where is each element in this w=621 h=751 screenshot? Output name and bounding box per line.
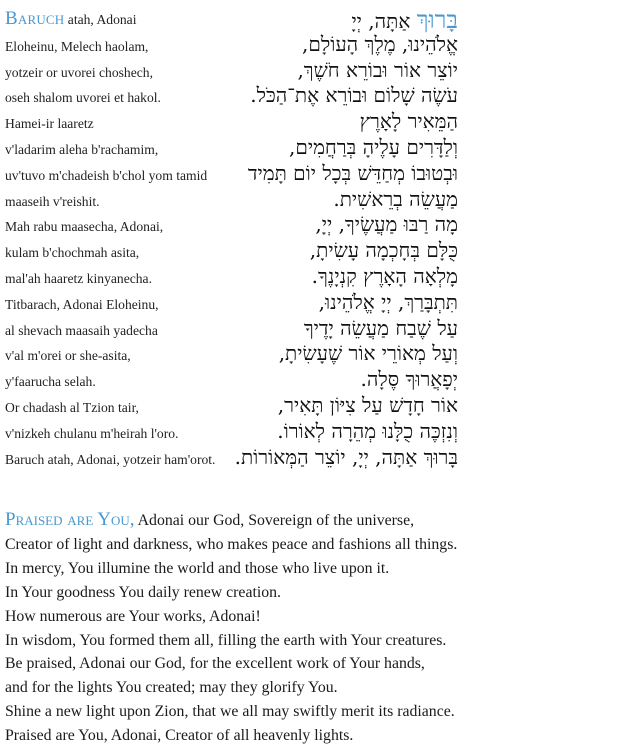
hebrew-line: מָה רַבּוּ מַעֲשֶׂיךָ, יְיָ, bbox=[315, 212, 458, 237]
prayer-line bbox=[0, 289, 621, 315]
prayer-line bbox=[0, 186, 621, 212]
prayer-line bbox=[0, 31, 621, 57]
hebrew-line: אֱלֹהֵינוּ, מֶלֶךְ הָעוֹלָם, bbox=[302, 31, 458, 56]
prayer-line bbox=[0, 134, 621, 160]
hebrew-line: וּבְטוּבוֹ מְחַדֵּשׁ בְּכָל יוֹם תָּמִיד bbox=[247, 160, 458, 185]
hebrew-line: מַעֲשֵׂה בְרֵאשִׁית. bbox=[333, 186, 458, 211]
prayer-line bbox=[0, 315, 621, 341]
translation-line-text: Adonai our God, Sovereign of the universe, bbox=[134, 512, 415, 529]
translation-line: How numerous are Your works, Adonai! bbox=[5, 607, 261, 625]
prayer-line bbox=[0, 57, 621, 83]
transliteration-line: v'al m'orei or she-asita, bbox=[5, 348, 131, 364]
translation-line: Shine a new light upon Zion, that we all may swiftly merit its radiance. bbox=[5, 703, 455, 721]
translation-line: In Your goodness You daily renew creation. bbox=[5, 583, 281, 601]
prayer-line bbox=[0, 211, 621, 237]
prayer-line-opening bbox=[0, 5, 621, 34]
translation-line: Creator of light and darkness, who makes peace and fashions all things. bbox=[5, 535, 458, 553]
hebrew-line: עֹשֶׂה שָׁלוֹם וּבוֹרֵא אֶת־הַכֹּל. bbox=[250, 83, 458, 108]
prayer-lines bbox=[0, 31, 621, 470]
translation-line: Praised are You, Adonai, Creator of all heavenly lights. bbox=[5, 727, 354, 745]
translation-line: and for the lights You created; may they glorify You. bbox=[5, 679, 338, 697]
transliteration-line: yotzeir or uvorei choshech, bbox=[5, 64, 153, 80]
transliteration-line: oseh shalom uvorei et hakol. bbox=[5, 90, 161, 106]
hebrew-line: וְלַדָּרִים עָלֶיהָ בְּרַחֲמִים, bbox=[288, 134, 458, 159]
transliteration-line bbox=[5, 8, 137, 30]
transliteration-line: v'nizkeh chulanu m'heirah l'oro. bbox=[5, 425, 179, 441]
prayer-line bbox=[0, 444, 621, 470]
hebrew-line: תִּתְבָּרַךְ, יְיָ אֱלֹהֵינוּ, bbox=[318, 289, 458, 314]
translation-line: In mercy, You illumine the world and those who live upon it. bbox=[5, 559, 390, 577]
hebrew-line: עַל שֶׁבַח מַעֲשֵׂה יָדֶיךָ bbox=[303, 315, 458, 340]
translation-lead: Praised are You, bbox=[5, 509, 135, 530]
transliteration-line: Eloheinu, Melech haolam, bbox=[5, 38, 149, 54]
prayer-line bbox=[0, 366, 621, 392]
hebrew-line: אוֹר חָדָשׁ עַל צִיּוֹן תָּאִיר, bbox=[277, 392, 458, 417]
prayer-line bbox=[0, 160, 621, 186]
opening-rest-hebrew: אַתָּה, יְיָ bbox=[351, 9, 417, 33]
transliteration-line: Hamei-ir laaretz bbox=[5, 116, 94, 132]
hebrew-line: וְעַל מְאוֹרֵי אוֹר שֶׁעָשִׂיתָ, bbox=[278, 341, 458, 366]
transliteration-line: Mah rabu maasecha, Adonai, bbox=[5, 219, 164, 235]
transliteration-line: Baruch atah, Adonai, yotzeir ham'orot. bbox=[5, 451, 216, 467]
hebrew-line: מָלְאָה הָאָרֶץ קִנְיָנֶךָ. bbox=[311, 263, 458, 288]
transliteration-line: Titbarach, Adonai Eloheinu, bbox=[5, 296, 159, 312]
hebrew-line: וְנִזְכֶּה כֻלָּנוּ מְהֵרָה לְאוֹרוֹ. bbox=[277, 418, 458, 443]
hebrew-line: כֻּלָּם בְּחָכְמָה עָשִׂיתָ, bbox=[309, 238, 458, 263]
transliteration-line: uv'tuvo m'chadeish b'chol yom tamid bbox=[5, 167, 208, 183]
transliteration-line: al shevach maasaih yadecha bbox=[5, 322, 158, 338]
prayer-line bbox=[0, 82, 621, 108]
translation-line: In wisdom, You formed them all, filling the earth with Your creatures. bbox=[5, 631, 447, 649]
transliteration-line: v'ladarim aleha b'rachamim, bbox=[5, 141, 159, 157]
prayer-line bbox=[0, 418, 621, 444]
translation-line: Be praised, Adonai our God, for the excellent work of Your hands, bbox=[5, 655, 425, 673]
hebrew-line: יוֹצֵר אוֹר וּבוֹרֵא חֹשֶׁךְ, bbox=[297, 57, 458, 82]
hebrew-line: בָּרוּךְ אַתָּה, יְיָ, יוֹצֵר הַמְּאוֹרוֹת. bbox=[234, 444, 458, 469]
prayer-line bbox=[0, 392, 621, 418]
transliteration-line: mal'ah haaretz kinyanecha. bbox=[5, 270, 152, 286]
transliteration-line: Or chadash al Tzion tair, bbox=[5, 399, 139, 415]
opening-rest-transliteration: atah, Adonai bbox=[64, 12, 137, 27]
prayer-line bbox=[0, 237, 621, 263]
english-translation bbox=[5, 508, 615, 748]
opening-word-transliteration: Baruch bbox=[5, 8, 65, 29]
bilingual-prayer-block bbox=[0, 5, 621, 469]
transliteration-line: y'faarucha selah. bbox=[5, 374, 96, 390]
hebrew-line: הַמֵּאִיר לָאָרֶץ bbox=[359, 109, 458, 134]
prayer-line bbox=[0, 108, 621, 134]
prayer-line bbox=[0, 263, 621, 289]
hebrew-line: יְפָאֲרוּךָ סֶּלָה. bbox=[360, 367, 458, 392]
opening-word-hebrew: בָּרוּךְ bbox=[416, 6, 458, 34]
transliteration-line: kulam b'chochmah asita, bbox=[5, 245, 140, 261]
transliteration-line: maaseih v'reishit. bbox=[5, 193, 100, 209]
translation-line bbox=[5, 508, 615, 533]
prayer-line bbox=[0, 340, 621, 366]
